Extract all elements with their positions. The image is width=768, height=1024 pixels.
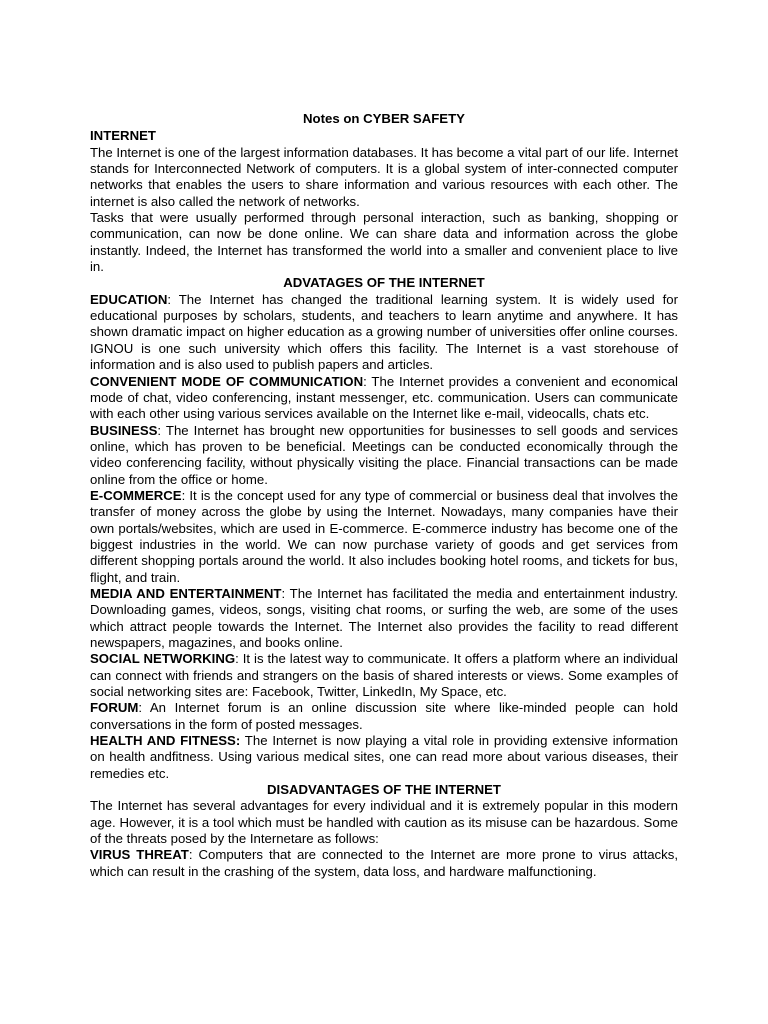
advantage-text: : It is the latest way to communicate. It offers a platform where an individual can connect with friends and strangers on the basis of shared interests or views. Some examples of social networking sites are: Facebook, Twitter, LinkedIn, My Space, etc. (90, 651, 678, 700)
disadvantages-heading: DISADVANTAGES OF THE INTERNET (267, 782, 501, 798)
disadvantages-intro: The Internet has several advantages for every individual and it is extremely popular in this modern age. However, it is a tool which must be handled with caution as its misuse can be hazardous. Some of the threats posed by the Internetare as follows: (90, 798, 678, 847)
disadvantage-text: : Computers that are connected to the Internet are more prone to virus attacks, which can result in the crashing of the system, data loss, and hardware malfunctioning. (90, 847, 679, 879)
advantage-text: : The Internet provides a convenient and economical mode of chat, video conferencing, instant messenger, etc. communication. Users can communicate with each other using various services available on the Internet like e-mail, videocalls, chats etc. (90, 373, 678, 422)
advantage-term: BUSINESS (90, 422, 158, 438)
disadvantage-term: VIRUS THREAT (90, 847, 189, 863)
advantage-text: The Internet is now playing a vital role in providing extensive information on health andfitness. Using various medical sites, one can read more about various diseases, their remedies etc. (90, 733, 678, 781)
internet-paragraph-1: The Internet is one of the largest information databases. It has become a vital part of our life. Internet stands for Interconnected Network of computers. It is a global system of inter-connected computer networks that enables the users to share information and various resources with each other. The internet is also called the network of networks. (90, 144, 678, 209)
advantage-social-networking (90, 651, 678, 700)
advantage-health (90, 733, 678, 782)
advantage-education (90, 292, 678, 374)
advantage-communication (90, 374, 678, 423)
advantage-text: : An Internet forum is an online discussion site where like-minded people can hold conversations in the form of posted messages. (90, 700, 678, 732)
advantage-term: FORUM (90, 700, 139, 716)
disadvantage-virus-threat (90, 847, 678, 880)
advantage-forum (90, 700, 678, 733)
internet-heading: INTERNET (90, 128, 156, 144)
advantage-term: E-COMMERCE (90, 487, 182, 503)
advantage-text: : The Internet has facilitated the media and entertainment industry. Downloading games, videos, songs, visiting chat rooms, or surfing the web, are some of the uses which attract people towards the Internet. The Internet also provides the facility to read different newspapers, magazines, and books online. (90, 585, 678, 650)
advantage-term: MEDIA AND ENTERTAINMENT (90, 585, 282, 601)
advantage-term: SOCIAL NETWORKING (90, 651, 236, 667)
advantage-text: : The Internet has changed the traditional learning system. It is widely used for educational purposes by scholars, students, and teachers to learn anytime and anywhere. It has shown dramatic impact on higher education as a growing number of universities offer online courses. IGNOU is one such university which offers this facility. The Internet is a vast storehouse of information and is also used to publish papers and articles. (90, 291, 678, 373)
advantages-heading: ADVATAGES OF THE INTERNET (283, 275, 485, 291)
advantage-ecommerce (90, 488, 678, 586)
advantage-term: EDUCATION (90, 291, 168, 307)
advantage-term: CONVENIENT MODE OF COMMUNICATION (90, 373, 364, 389)
advantage-text: : It is the concept used for any type of commercial or business deal that involves the transfer of money across the globe by using the Internet. Nowadays, many companies have their own portals/websites, which are used in E-commerce. E-commerce industry has become one of the biggest industries in the world. We can now purchase variety of goods and get services from different shopping portals around the world. It also includes booking hotel rooms, and tickets for bus, flight, and train. (90, 487, 678, 585)
advantage-media (90, 586, 678, 651)
internet-paragraph-2: Tasks that were usually performed through personal interaction, such as banking, shopping or communication, can now be done online. We can share data and information across the globe instantly. Indeed, the Internet has transformed the world into a smaller and convenient place to live in. (90, 210, 678, 275)
advantage-text: : The Internet has brought new opportunities for businesses to sell goods and services online, which has proven to be beneficial. Meetings can be conducted economically through the video conferencing facility, without physically visiting the place. Financial transactions can be made online from the office or home. (90, 422, 678, 487)
advantage-business (90, 423, 678, 488)
document-title: Notes on CYBER SAFETY (303, 111, 465, 126)
advantage-term: HEALTH AND FITNESS: (90, 733, 241, 749)
